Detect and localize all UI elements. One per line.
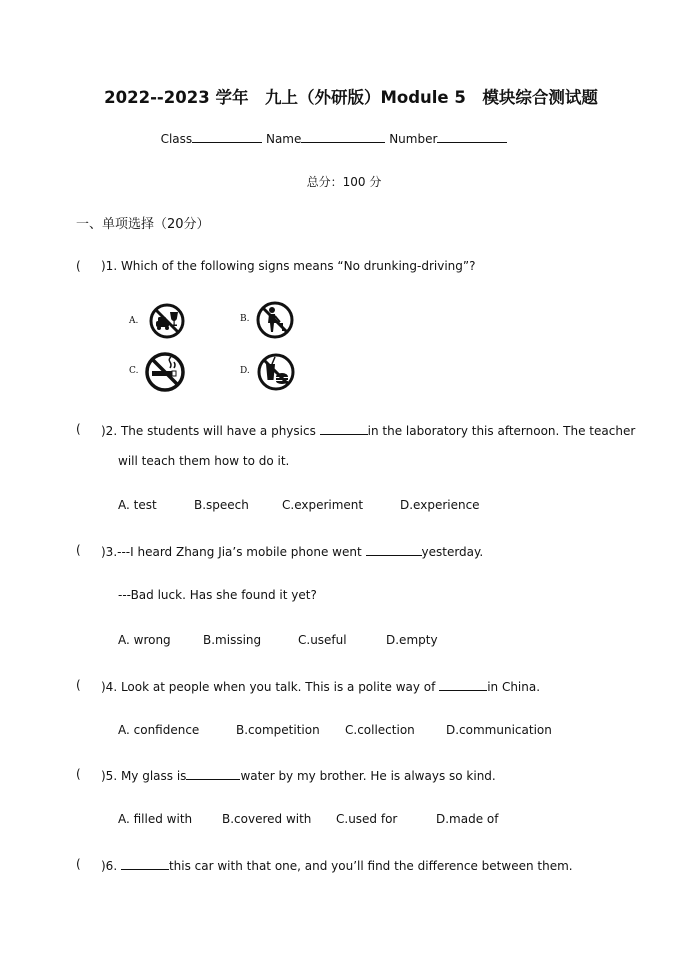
q2-option-d[interactable]: D.experience — [400, 498, 480, 512]
q4-option-a[interactable]: A. confidence — [118, 723, 200, 737]
answer-paren[interactable]: ( — [76, 857, 81, 871]
class-label: Class — [160, 132, 193, 146]
page-title: 2022--2023 学年 九上（外研版）Module 5 模块综合测试题 — [104, 88, 598, 107]
no-smoking-icon — [144, 351, 186, 393]
question-2-stem-part1: )2. The students will have a physics — [101, 424, 320, 438]
question-2-continuation: will teach them how to do it. — [118, 454, 290, 468]
q2-option-c[interactable]: C.experiment — [282, 498, 364, 512]
sign-label-a: A. — [129, 316, 139, 326]
q5-option-c[interactable]: C.used for — [336, 812, 398, 826]
q4-option-c[interactable]: C.collection — [345, 723, 415, 737]
q3-option-b[interactable]: B.missing — [203, 633, 262, 647]
number-label: Number — [389, 132, 438, 146]
question-2-stem — [101, 422, 635, 438]
q2-option-b[interactable]: B.speech — [194, 498, 249, 512]
sign-label-d: D. — [240, 366, 250, 376]
question-2-stem-part2: in the laboratory this afternoon. The teacher — [367, 424, 636, 438]
question-1-stem: )1. Which of the following signs means “No drunking-driving”? — [101, 259, 476, 273]
answer-blank[interactable] — [366, 543, 422, 556]
q4-option-d[interactable]: D.communication — [446, 723, 552, 737]
q3-option-c[interactable]: C.useful — [298, 633, 347, 647]
class-blank[interactable] — [192, 130, 262, 143]
name-label: Name — [265, 132, 302, 146]
q3-option-a[interactable]: A. wrong — [118, 633, 171, 647]
number-blank[interactable] — [437, 130, 507, 143]
sign-label-b: B. — [240, 314, 250, 324]
question-6-stem-part1: )6. — [101, 859, 121, 873]
q3-option-d[interactable]: D.empty — [386, 633, 438, 647]
question-5-stem-part2: water by my brother. He is always so kind. — [240, 769, 496, 783]
total-score: 总分：100 分 — [306, 175, 382, 189]
answer-paren[interactable]: ( — [76, 259, 81, 273]
name-blank[interactable] — [301, 130, 385, 143]
question-3-stem-part1: )3.---I heard Zhang Jia’s mobile phone went — [101, 545, 366, 559]
question-3-stem — [101, 543, 483, 559]
sign-options-figure — [117, 298, 313, 394]
answer-paren[interactable]: ( — [76, 767, 81, 781]
answer-blank[interactable] — [439, 678, 487, 691]
question-3-stem-part2: yesterday. — [421, 545, 484, 559]
student-info-line — [0, 130, 688, 146]
question-4-stem — [101, 678, 540, 694]
section-heading-single-choice: 一、单项选择（20分） — [76, 217, 210, 232]
no-food-drink-icon — [256, 352, 296, 392]
answer-blank[interactable] — [186, 767, 240, 780]
answer-paren[interactable]: ( — [76, 543, 81, 557]
no-littering-icon — [255, 300, 295, 340]
q5-option-b[interactable]: B.covered with — [222, 812, 312, 826]
q5-option-d[interactable]: D.made of — [436, 812, 499, 826]
answer-blank[interactable] — [320, 422, 368, 435]
question-6-stem — [101, 857, 573, 873]
answer-paren[interactable]: ( — [76, 422, 81, 436]
question-4-stem-part1: )4. Look at people when you talk. This is a polite way of — [101, 680, 440, 694]
q5-option-a[interactable]: A. filled with — [118, 812, 193, 826]
question-5-stem-part1: )5. My glass is — [101, 769, 187, 783]
no-drunk-driving-icon — [148, 302, 186, 340]
q4-option-b[interactable]: B.competition — [236, 723, 320, 737]
answer-paren[interactable]: ( — [76, 678, 81, 692]
question-6-stem-part2: this car with that one, and you’ll find the difference between them. — [168, 859, 573, 873]
q2-option-a[interactable]: A. test — [118, 498, 157, 512]
question-3-reply: ---Bad luck. Has she found it yet? — [118, 588, 317, 602]
question-4-stem-part2: in China. — [487, 680, 541, 694]
answer-blank[interactable] — [121, 857, 169, 870]
question-5-stem — [101, 767, 496, 783]
sign-label-c: C. — [129, 366, 139, 376]
